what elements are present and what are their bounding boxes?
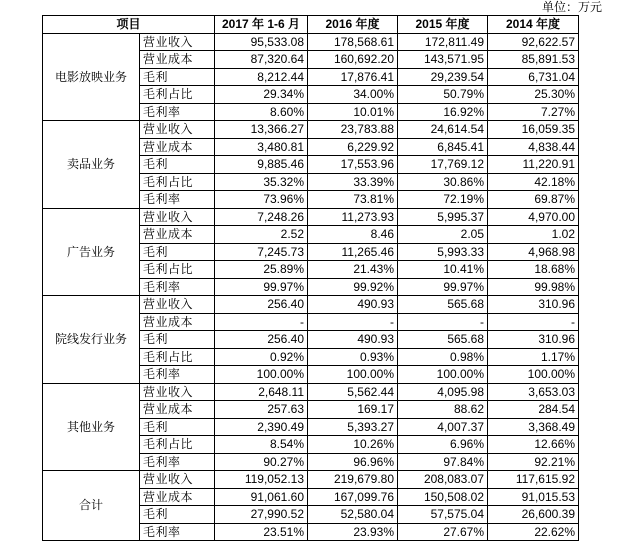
value-cell: 73.96% <box>215 191 308 209</box>
segment-name: 合计 <box>43 471 140 541</box>
value-cell: 23.93% <box>308 523 398 541</box>
value-cell: 23,783.88 <box>308 121 398 139</box>
row-item-label: 毛利 <box>140 418 215 436</box>
value-cell: 310.96 <box>488 331 579 349</box>
value-cell: 35.32% <box>215 173 308 191</box>
value-cell: 17,553.96 <box>308 156 398 174</box>
value-cell: 4,007.37 <box>398 418 488 436</box>
value-cell: 284.54 <box>488 401 579 419</box>
value-cell: 7,248.26 <box>215 208 308 226</box>
value-cell: 257.63 <box>215 401 308 419</box>
row-item-label: 营业收入 <box>140 208 215 226</box>
value-cell: 57,575.04 <box>398 506 488 524</box>
value-cell: 69.87% <box>488 191 579 209</box>
value-cell: 10.26% <box>308 436 398 454</box>
value-cell: 13,366.27 <box>215 121 308 139</box>
value-cell: 17,876.41 <box>308 68 398 86</box>
row-item-label: 营业收入 <box>140 33 215 51</box>
value-cell: 97.84% <box>398 453 488 471</box>
row-item-label: 营业成本 <box>140 488 215 506</box>
value-cell: 4,095.98 <box>398 383 488 401</box>
value-cell: 5,993.33 <box>398 243 488 261</box>
value-cell: 25.30% <box>488 86 579 104</box>
value-cell: 18.68% <box>488 261 579 279</box>
value-cell: 30.86% <box>398 173 488 191</box>
value-cell: 52,580.04 <box>308 506 398 524</box>
value-cell: 16.92% <box>398 103 488 121</box>
value-cell: 565.68 <box>398 296 488 314</box>
value-cell: 143,571.95 <box>398 51 488 69</box>
value-cell: 73.81% <box>308 191 398 209</box>
segment-name: 卖品业务 <box>43 121 140 209</box>
value-cell: 208,083.07 <box>398 471 488 489</box>
value-cell: 0.92% <box>215 348 308 366</box>
value-cell: 3,653.03 <box>488 383 579 401</box>
value-cell: 1.02 <box>488 226 579 244</box>
value-cell: 6,229.92 <box>308 138 398 156</box>
value-cell: 1.17% <box>488 348 579 366</box>
value-cell: - <box>308 313 398 331</box>
value-cell: 16,059.35 <box>488 121 579 139</box>
value-cell: 3,368.49 <box>488 418 579 436</box>
row-item-label: 毛利 <box>140 243 215 261</box>
row-item-label: 毛利率 <box>140 523 215 541</box>
value-cell: 88.62 <box>398 401 488 419</box>
table-row <box>43 208 579 226</box>
value-cell: 0.98% <box>398 348 488 366</box>
segment-name: 其他业务 <box>43 383 140 471</box>
table-row <box>43 296 579 314</box>
unit-label: 单位：万元 <box>541 0 602 14</box>
value-cell: 7,245.73 <box>215 243 308 261</box>
value-cell: 99.92% <box>308 278 398 296</box>
value-cell: 4,838.44 <box>488 138 579 156</box>
row-item-label: 营业收入 <box>140 296 215 314</box>
value-cell: 4,968.98 <box>488 243 579 261</box>
value-cell: 2.52 <box>215 226 308 244</box>
value-cell: 5,562.44 <box>308 383 398 401</box>
value-cell: 9,885.46 <box>215 156 308 174</box>
value-cell: 87,320.64 <box>215 51 308 69</box>
value-cell: - <box>215 313 308 331</box>
row-item-label: 毛利 <box>140 506 215 524</box>
value-cell: 100.00% <box>488 366 579 384</box>
header-row <box>43 16 579 34</box>
value-cell: 42.18% <box>488 173 579 191</box>
row-item-label: 毛利率 <box>140 278 215 296</box>
value-cell: 17,769.12 <box>398 156 488 174</box>
value-cell: 256.40 <box>215 296 308 314</box>
value-cell: 7.27% <box>488 103 579 121</box>
value-cell: 0.93% <box>308 348 398 366</box>
table-row <box>43 33 579 51</box>
row-item-label: 毛利率 <box>140 366 215 384</box>
value-cell: 29,239.54 <box>398 68 488 86</box>
value-cell: 5,393.27 <box>308 418 398 436</box>
value-cell: - <box>488 313 579 331</box>
row-item-label: 毛利占比 <box>140 348 215 366</box>
value-cell: 178,568.61 <box>308 33 398 51</box>
header-2016: 2016 年度 <box>308 16 398 34</box>
value-cell: 27.67% <box>398 523 488 541</box>
value-cell: 12.66% <box>488 436 579 454</box>
value-cell: 92,622.57 <box>488 33 579 51</box>
row-item-label: 毛利 <box>140 68 215 86</box>
row-item-label: 营业成本 <box>140 51 215 69</box>
value-cell: 99.97% <box>215 278 308 296</box>
value-cell: 219,679.80 <box>308 471 398 489</box>
value-cell: 490.93 <box>308 296 398 314</box>
value-cell: 8,212.44 <box>215 68 308 86</box>
value-cell: 119,052.13 <box>215 471 308 489</box>
value-cell: 5,995.37 <box>398 208 488 226</box>
value-cell: 27,990.52 <box>215 506 308 524</box>
value-cell: 90.27% <box>215 453 308 471</box>
value-cell: 29.34% <box>215 86 308 104</box>
value-cell: 22.62% <box>488 523 579 541</box>
header-2014: 2014 年度 <box>488 16 579 34</box>
header-item: 项目 <box>43 16 215 34</box>
value-cell: 72.19% <box>398 191 488 209</box>
row-item-label: 毛利占比 <box>140 436 215 454</box>
row-item-label: 毛利率 <box>140 453 215 471</box>
value-cell: 100.00% <box>398 366 488 384</box>
value-cell: 2,390.49 <box>215 418 308 436</box>
value-cell: 150,508.02 <box>398 488 488 506</box>
value-cell: 23.51% <box>215 523 308 541</box>
value-cell: 8.60% <box>215 103 308 121</box>
value-cell: 91,061.60 <box>215 488 308 506</box>
value-cell: 565.68 <box>398 331 488 349</box>
value-cell: 490.93 <box>308 331 398 349</box>
table-row <box>43 471 579 489</box>
value-cell: 6,731.04 <box>488 68 579 86</box>
value-cell: 4,970.00 <box>488 208 579 226</box>
row-item-label: 毛利占比 <box>140 86 215 104</box>
value-cell: 33.39% <box>308 173 398 191</box>
value-cell: 96.96% <box>308 453 398 471</box>
table-row <box>43 121 579 139</box>
value-cell: - <box>398 313 488 331</box>
value-cell: 117,615.92 <box>488 471 579 489</box>
row-item-label: 毛利 <box>140 156 215 174</box>
value-cell: 11,273.93 <box>308 208 398 226</box>
value-cell: 100.00% <box>308 366 398 384</box>
value-cell: 6,845.41 <box>398 138 488 156</box>
row-item-label: 毛利占比 <box>140 261 215 279</box>
value-cell: 92.21% <box>488 453 579 471</box>
value-cell: 25.89% <box>215 261 308 279</box>
value-cell: 34.00% <box>308 86 398 104</box>
segment-name: 广告业务 <box>43 208 140 296</box>
value-cell: 100.00% <box>215 366 308 384</box>
value-cell: 21.43% <box>308 261 398 279</box>
value-cell: 99.97% <box>398 278 488 296</box>
row-item-label: 营业收入 <box>140 471 215 489</box>
row-item-label: 营业成本 <box>140 226 215 244</box>
value-cell: 10.41% <box>398 261 488 279</box>
row-item-label: 营业成本 <box>140 401 215 419</box>
header-2015: 2015 年度 <box>398 16 488 34</box>
value-cell: 167,099.76 <box>308 488 398 506</box>
value-cell: 10.01% <box>308 103 398 121</box>
segment-name: 电影放映业务 <box>43 33 140 121</box>
row-item-label: 毛利占比 <box>140 173 215 191</box>
value-cell: 8.54% <box>215 436 308 454</box>
value-cell: 172,811.49 <box>398 33 488 51</box>
row-item-label: 营业收入 <box>140 383 215 401</box>
value-cell: 2.05 <box>398 226 488 244</box>
financial-table <box>42 15 579 541</box>
row-item-label: 营业收入 <box>140 121 215 139</box>
header-2017h1: 2017 年 1-6 月 <box>215 16 308 34</box>
row-item-label: 营业成本 <box>140 313 215 331</box>
row-item-label: 毛利率 <box>140 191 215 209</box>
value-cell: 95,533.08 <box>215 33 308 51</box>
value-cell: 169.17 <box>308 401 398 419</box>
table-row <box>43 383 579 401</box>
value-cell: 256.40 <box>215 331 308 349</box>
value-cell: 85,891.53 <box>488 51 579 69</box>
segment-name: 院线发行业务 <box>43 296 140 384</box>
value-cell: 99.98% <box>488 278 579 296</box>
value-cell: 50.79% <box>398 86 488 104</box>
value-cell: 2,648.11 <box>215 383 308 401</box>
row-item-label: 毛利率 <box>140 103 215 121</box>
table-body <box>43 33 579 541</box>
value-cell: 310.96 <box>488 296 579 314</box>
value-cell: 91,015.53 <box>488 488 579 506</box>
value-cell: 11,265.46 <box>308 243 398 261</box>
value-cell: 3,480.81 <box>215 138 308 156</box>
value-cell: 6.96% <box>398 436 488 454</box>
row-item-label: 毛利 <box>140 331 215 349</box>
value-cell: 26,600.39 <box>488 506 579 524</box>
value-cell: 160,692.20 <box>308 51 398 69</box>
value-cell: 8.46 <box>308 226 398 244</box>
value-cell: 11,220.91 <box>488 156 579 174</box>
row-item-label: 营业成本 <box>140 138 215 156</box>
value-cell: 24,614.54 <box>398 121 488 139</box>
